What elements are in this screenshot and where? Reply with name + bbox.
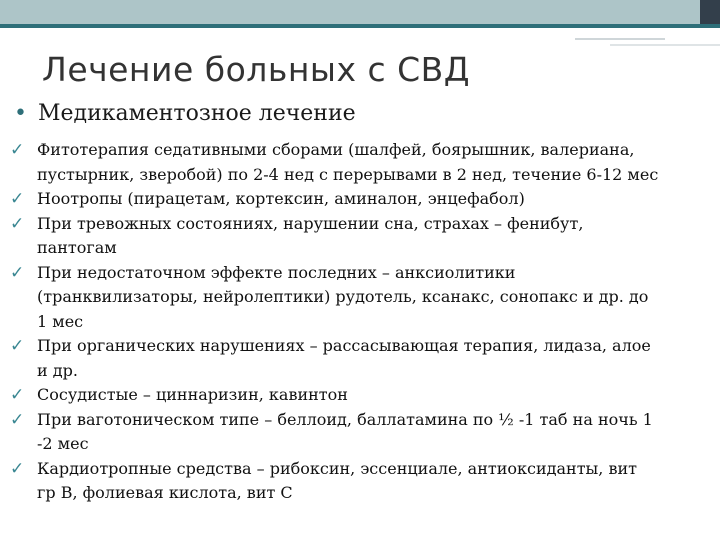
checkmark-icon: ✓ (10, 189, 25, 209)
list-item (10, 261, 715, 335)
decor-stroke (610, 44, 720, 46)
main-bullet (14, 101, 356, 126)
checkmark-icon: ✓ (10, 409, 25, 430)
item-text-line: -2 мес (37, 434, 89, 453)
list-item (10, 457, 715, 506)
item-text-line: пустырник, зверобой) по 2-4 нед с перерывами в 2 нед, течение 6-12 мес (37, 164, 659, 184)
top-band-dark (700, 0, 720, 24)
list-item (10, 187, 715, 212)
checkmark-icon: ✓ (10, 140, 25, 160)
list-item (10, 212, 715, 261)
list-item (10, 408, 715, 457)
list-item (10, 138, 715, 187)
item-text-line: При тревожных состояниях, нарушении сна, страхах – фенибут, (37, 213, 584, 233)
item-text-line: Ноотропы (пирацетам, кортексин, аминалон, энцефабол) (37, 189, 525, 208)
bullet-dot-icon: • (14, 101, 27, 126)
item-text-line: гр В, фолиевая кислота, вит С (37, 483, 293, 502)
item-text-line: 1 мес (37, 311, 84, 331)
item-text-line: и др. (37, 360, 78, 380)
decor-stroke (575, 38, 665, 40)
treatment-list (10, 138, 715, 506)
top-band-light (0, 0, 700, 24)
item-text-line: При недостаточном эффекте последних – анксиолитики (37, 262, 516, 282)
list-item (10, 383, 715, 408)
item-text-line: При органических нарушениях – рассасывающая терапия, лидаза, алое (37, 336, 651, 355)
top-accent-line (0, 24, 720, 28)
top-decor-band (0, 0, 720, 24)
checkmark-icon: ✓ (10, 213, 25, 234)
item-text-line: Сосудистые – циннаризин, кавинтон (37, 385, 348, 404)
checkmark-icon: ✓ (10, 385, 25, 405)
checkmark-icon: ✓ (10, 336, 25, 356)
slide-title: Лечение больных с СВД (42, 50, 471, 89)
main-bullet-text: Медикаментозное лечение (38, 101, 356, 126)
item-text-line: При ваготоническом типе – беллоид, баллатамина по ½ -1 таб на ночь 1 (37, 409, 653, 429)
list-item (10, 334, 715, 383)
item-text-line: Кардиотропные средства – рибоксин, эссенциале, антиоксиданты, вит (37, 458, 637, 478)
item-text-line: Фитотерапия седативными сборами (шалфей, боярышник, валериана, (37, 140, 635, 159)
checkmark-icon: ✓ (10, 458, 25, 479)
checkmark-icon: ✓ (10, 262, 25, 283)
item-text-line: (транквилизаторы, нейролептики) рудотель, ксанакс, сонопакс и др. до (37, 287, 649, 306)
item-text-line: пантогам (37, 238, 117, 257)
